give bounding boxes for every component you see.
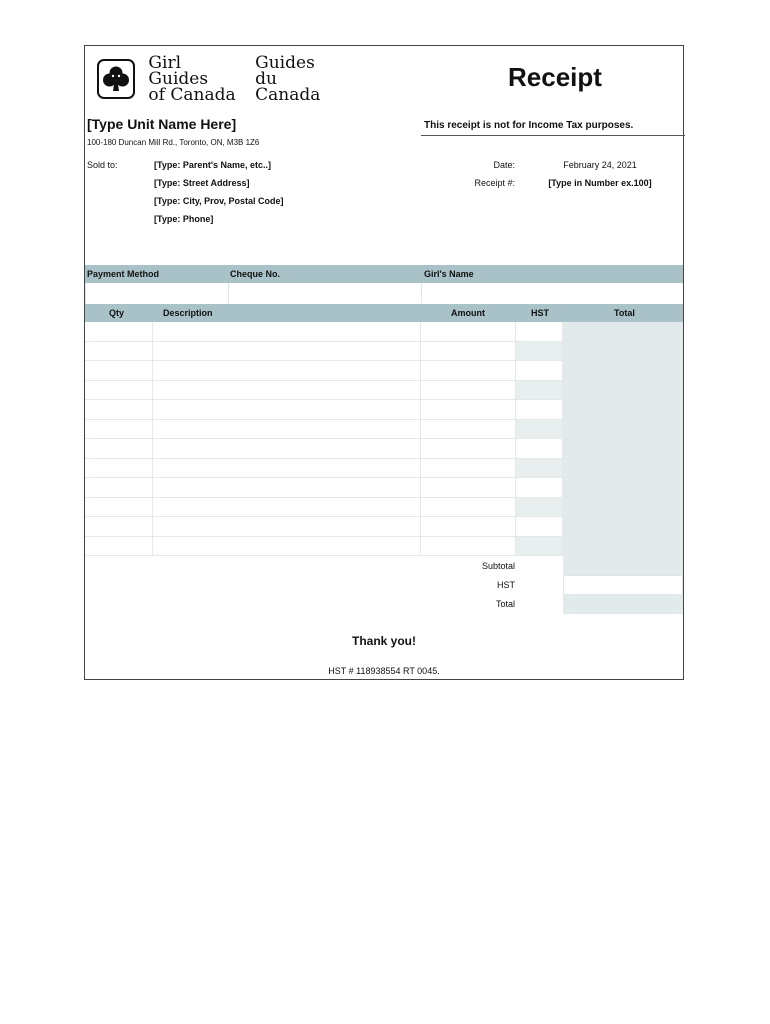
qty-header: Qty [109,308,125,318]
qty-cell[interactable] [85,459,153,478]
hst-cell[interactable] [516,420,563,439]
logo-line-fr-1: Guides [255,53,315,73]
total-value [563,594,683,614]
subtotal-value [563,556,683,576]
hst-cell[interactable] [516,478,563,497]
hst-cell[interactable] [516,381,563,400]
total-cell [563,420,683,439]
table-row [85,439,683,459]
table-row [85,361,683,381]
receipt-number-field[interactable]: [Type in Number ex.100] [548,178,652,188]
description-cell[interactable] [153,342,421,361]
total-label: Total [495,599,515,609]
org-logo [97,53,357,105]
total-row [85,594,683,614]
logo-line-fr-2: du Canada [255,69,321,105]
total-cell [563,478,683,497]
description-cell[interactable] [153,517,421,536]
total-cell [563,439,683,458]
hst-summary-row [85,575,683,595]
total-cell [563,459,683,478]
qty-cell[interactable] [85,517,153,536]
amount-cell[interactable] [421,400,516,419]
hst-registration-number: HST # 118938554 RT 0045. [328,666,440,676]
amount-cell[interactable] [421,381,516,400]
sold-to-label: Sold to: [87,160,118,170]
table-row [85,322,683,342]
receipt-sheet [84,45,684,680]
total-cell [563,342,683,361]
amount-cell[interactable] [421,361,516,380]
subtotal-label: Subtotal [481,561,515,571]
amount-cell[interactable] [421,459,516,478]
logo-line-en-2: of Canada [148,85,236,105]
qty-cell[interactable] [85,361,153,380]
table-row [85,342,683,362]
receipt-title: Receipt [508,62,602,92]
hst-header: HST [531,308,549,318]
total-cell [563,322,683,341]
qty-cell[interactable] [85,342,153,361]
total-cell [563,537,683,556]
qty-cell[interactable] [85,322,153,341]
sold-to-name-field[interactable]: [Type: Parent's Name, etc..] [154,160,272,170]
meta-values [525,160,675,196]
trefoil-icon [97,59,135,99]
description-cell[interactable] [153,439,421,458]
description-cell[interactable] [153,381,421,400]
payment-method-field[interactable] [85,283,228,303]
qty-cell[interactable] [85,439,153,458]
description-cell[interactable] [153,478,421,497]
sold-to-address-field[interactable]: [Type: Street Address] [154,178,250,188]
line-items-table [85,322,683,556]
table-row [85,400,683,420]
amount-cell[interactable] [421,478,516,497]
payment-row [85,283,683,303]
hst-cell[interactable] [516,517,563,536]
cheque-number-header: Cheque No. [230,269,281,279]
table-row [85,478,683,498]
description-cell[interactable] [153,322,421,341]
qty-cell[interactable] [85,400,153,419]
table-row [85,381,683,401]
table-row [85,459,683,479]
sold-to-phone-field[interactable]: [Type: Phone] [154,214,214,224]
hst-cell[interactable] [516,459,563,478]
date-value-field[interactable]: February 24, 2021 [563,160,637,170]
qty-cell[interactable] [85,478,153,497]
unit-name-field[interactable]: [Type Unit Name Here] [87,116,237,132]
description-cell[interactable] [153,420,421,439]
unit-address: 100-180 Duncan Mill Rd., Toronto, ON, M3B 1Z6 [87,138,260,147]
thank-you-message: Thank you! [351,634,416,648]
qty-cell[interactable] [85,420,153,439]
hst-cell[interactable] [516,498,563,517]
amount-cell[interactable] [421,517,516,536]
receipt-number-label: Receipt #: [474,178,515,188]
hst-cell[interactable] [516,400,563,419]
tax-note: This receipt is not for Income Tax purposes. [421,120,685,136]
amount-cell[interactable] [421,420,516,439]
description-cell[interactable] [153,459,421,478]
description-header: Description [163,308,213,318]
hst-cell[interactable] [516,361,563,380]
total-cell [563,400,683,419]
sold-to-block [154,160,284,232]
total-cell [563,361,683,380]
payment-header-band [85,265,683,283]
amount-cell[interactable] [421,537,516,556]
hst-cell[interactable] [516,439,563,458]
qty-cell[interactable] [85,498,153,517]
amount-cell[interactable] [421,322,516,341]
table-row [85,498,683,518]
amount-cell[interactable] [421,498,516,517]
hst-summary-label: HST [497,580,515,590]
total-cell [563,381,683,400]
logo-line-en-1: Girl Guides [148,53,209,89]
table-row [85,537,683,557]
hst-cell[interactable] [516,537,563,556]
hst-summary-field[interactable] [563,575,683,595]
meta-labels [445,160,515,196]
hst-cell[interactable] [516,322,563,341]
qty-cell[interactable] [85,381,153,400]
subtotal-row [85,556,683,576]
description-cell[interactable] [153,400,421,419]
cheque-number-field[interactable] [228,283,421,303]
table-row [85,517,683,537]
table-row [85,420,683,440]
total-cell [563,517,683,536]
description-cell[interactable] [153,537,421,556]
description-cell[interactable] [153,361,421,380]
amount-header: Amount [451,308,485,318]
sold-to-city-field[interactable]: [Type: City, Prov, Postal Code] [154,196,284,206]
description-cell[interactable] [153,498,421,517]
qty-cell[interactable] [85,537,153,556]
amount-cell[interactable] [421,439,516,458]
total-cell [563,498,683,517]
girls-name-header: Girl's Name [424,269,474,279]
payment-method-header: Payment Method [87,269,160,279]
items-header-band [85,304,683,322]
date-label: Date: [493,160,515,170]
hst-cell[interactable] [516,342,563,361]
girls-name-field[interactable] [421,283,683,303]
total-header: Total [614,308,635,318]
amount-cell[interactable] [421,342,516,361]
